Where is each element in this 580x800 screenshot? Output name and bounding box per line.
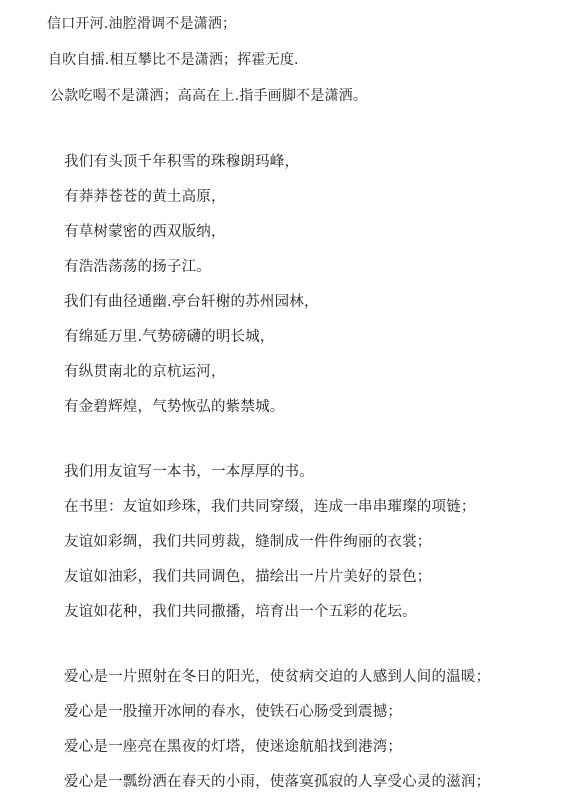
- love-line-3: 爱心是一座亮在黑夜的灯塔，使迷途航船找到港湾；: [64, 739, 403, 755]
- friendship-line-2: 在书里：友谊如珍珠，我们共同穿缀，连成一串串璀璨的项链；: [64, 499, 476, 515]
- friendship-line-5: 友谊如花种，我们共同撒播，培育出一个五彩的花坛。: [64, 604, 417, 620]
- love-line-2: 爱心是一股撞开冰闸的春水，使铁石心肠受到震撼；: [64, 704, 403, 720]
- intro-line-1: 信口开河.油腔滑调不是潇洒；: [47, 16, 237, 32]
- land-line-3: 有草树蒙密的西双版纳，: [64, 224, 226, 240]
- love-line-1: 爱心是一片照射在冬日的阳光，使贫病交迫的人感到人间的温暖；: [64, 669, 491, 685]
- land-line-8: 有金碧辉煌，气势恢弘的紫禁城。: [64, 399, 285, 415]
- intro-line-2: 自吹自擂.相互攀比不是潇洒；挥霍无度.: [48, 52, 299, 68]
- intro-line-3: 公款吃喝不是潇洒；高高在上.指手画脚不是潇洒。: [50, 88, 368, 104]
- land-line-6: 有绵延万里.气势磅礴的明长城，: [64, 329, 275, 345]
- friendship-line-1: 我们用友谊写一本书，一本厚厚的书。: [64, 464, 314, 480]
- land-line-5: 我们有曲径通幽.亭台轩榭的苏州园林，: [64, 294, 319, 310]
- friendship-line-3: 友谊如彩绸，我们共同剪裁，缝制成一件件绚丽的衣裳；: [64, 534, 432, 550]
- land-line-7: 有纵贯南北的京杭运河，: [64, 364, 226, 380]
- land-line-4: 有浩浩荡荡的扬子江。: [64, 259, 211, 275]
- land-line-2: 有莽莽苍苍的黄土高原，: [64, 189, 226, 205]
- land-line-1: 我们有头顶千年积雪的珠穆朗玛峰，: [64, 154, 300, 170]
- friendship-line-4: 友谊如油彩，我们共同调色，描绘出一片片美好的景色；: [64, 569, 432, 585]
- love-line-4: 爱心是一瓢纷洒在春天的小雨，使落寞孤寂的人享受心灵的滋润；: [64, 774, 491, 790]
